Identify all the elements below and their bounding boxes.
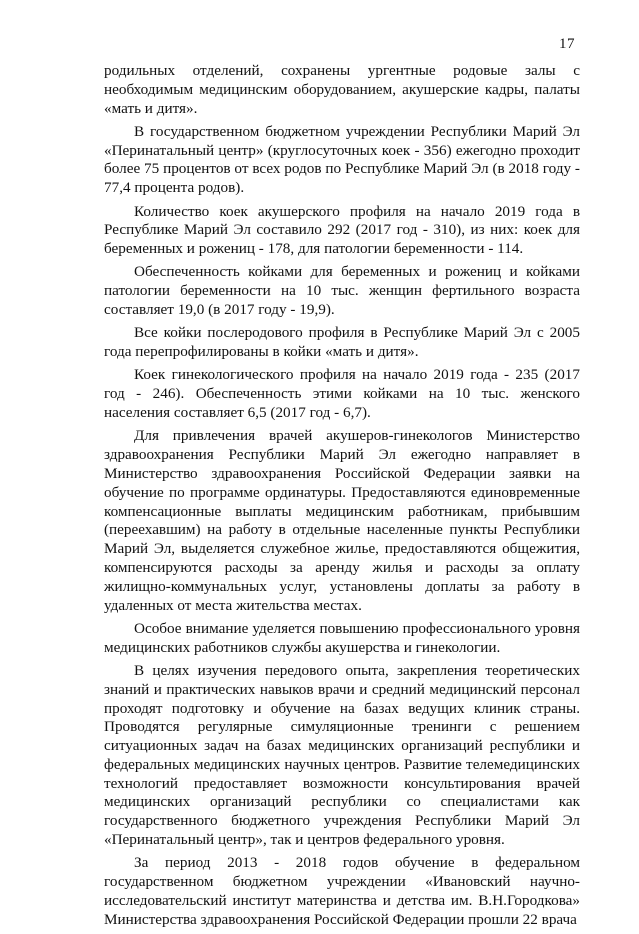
paragraph-ivanovo-institute: За период 2013 - 2018 годов обучение в федеральном государственном бюджетном учреждении «Ивановский научно-исследовательский институт материнства и детства им. В.Н.Городкова» Министерства здравоохранения Российской Федерации прошли 22 врача (104, 854, 580, 928)
page-number: 17 (559, 36, 575, 52)
paragraph-postpartum-beds: Все койки послеродового профиля в Республике Марий Эл с 2005 года перепрофилированы в койки «мать и дитя». (104, 324, 580, 361)
paragraph-perinatal-center: В государственном бюджетном учреждении Республики Марий Эл «Перинатальный центр» (круглосуточных коек - 356) ежегодно проходит более 75 процентов от всех родов по Республике Марий Эл (в 2018 году - 77,4 процента родов). (104, 122, 580, 197)
paragraph-obstetric-beds: Количество коек акушерского профиля на начало 2019 года в Республике Марий Эл составило 292 (2017 год - 310), из них: коек для беременных и рожениц - 178, для патологии беременности - 114. (104, 202, 580, 258)
document-body (104, 62, 580, 934)
paragraph-gynecological-beds: Коек гинекологического профиля на начало 2019 года - 235 (2017 год - 246). Обеспеченность этими койками на 10 тыс. женского населения составляет 6,5 (2017 год - 6,7). (104, 366, 580, 422)
paragraph-staff-attraction: Для привлечения врачей акушеров-гинекологов Министерство здравоохранения Республики Марий Эл ежегодно направляет в Министерство здравоохранения Российской Федерации заявки на обучение по программе ординатуры. Предоставляются единовременные компенсационные выплаты медицинским работникам, прибывшим (переехавшим) на работу в отдельные населенные пункты Республики Марий Эл, выделяется служебное жилье, предоставляются общежития, компенсируются расходы за аренду жилья и расходы за оплату жилищно-коммунальных услуг, установлены доплаты за работу в удаленных от места жительства местах. (104, 427, 580, 614)
paragraph-qualification: Особое внимание уделяется повышению профессионального уровня медицинских работников службы акушерства и гинекологии. (104, 619, 580, 656)
paragraph-bed-provision: Обеспеченность койками для беременных и рожениц и койками патологии беременности на 10 тыс. женщин фертильного возраста составляет 19,0 (в 2017 году - 19,9). (104, 263, 580, 319)
paragraph-continuation: родильных отделений, сохранены ургентные родовые залы с необходимым медицинским оборудованием, акушерские кадры, палаты «мать и дитя». (104, 62, 580, 117)
paragraph-training: В целях изучения передового опыта, закрепления теоретических знаний и практических навыков врачи и средний медицинский персонал проходят подготовку и обучение на базах ведущих клиник страны. Проводятся регулярные симуляционные тренинги с решением ситуационных задач на базах медицинских организаций республики и федеральных медицинских научных центров. Развитие телемедицинских технологий предоставляет возможности консультирования врачей медицинских организаций республики со специалистами как государственного бюджетного учреждения Республики Марий Эл «Перинатальный центр», так и центров федерального уровня. (104, 661, 580, 849)
